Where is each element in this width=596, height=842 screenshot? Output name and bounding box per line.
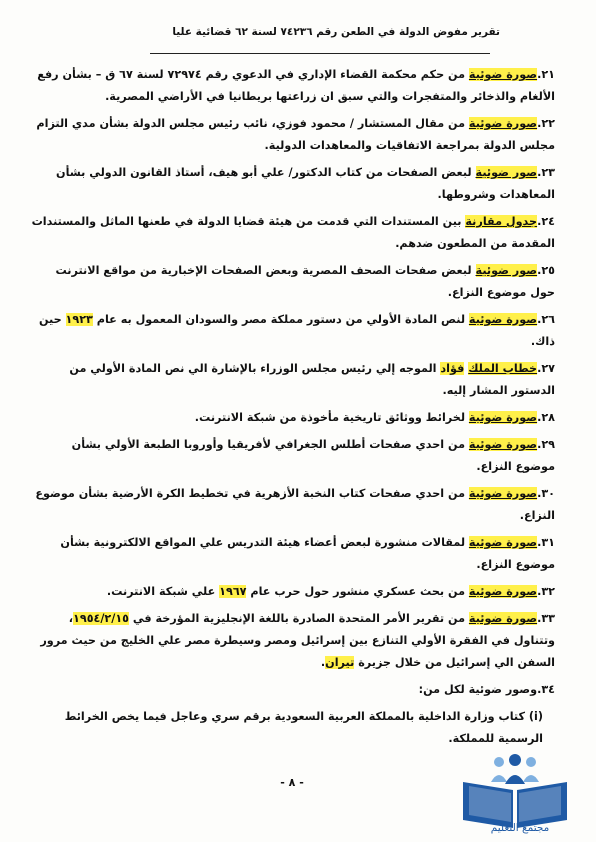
document-list [30, 64, 555, 755]
highlighted-place: تيران [325, 656, 355, 669]
highlighted-term: صورة ضوئية [468, 117, 538, 130]
list-item-28: ٢٨.صورة ضوئية لخرائط ووثائق تاريخية مأخوذة من شبكة الانترنت. [194, 411, 555, 424]
list-item-23: ٢٣.صور ضوئية لبعض الصفحات من كتاب الدكتور/ علي أبو هيف، أستاذ القانون الدولي بشأن المعاهدات وشروطها. [56, 166, 555, 201]
list-item-32: ٣٢.صورة ضوئية من بحث عسكري منشور حول حرب عام ١٩٦٧ علي شبكة الانترنت. [106, 585, 555, 598]
page-number: - ٨ - [280, 776, 304, 789]
header-underline [150, 53, 490, 54]
highlighted-term: صورة ضوئية [468, 585, 538, 598]
highlighted-term: صورة ضوئية [468, 536, 538, 549]
highlighted-year: ١٩٢٣ [65, 313, 93, 326]
highlighted-date: ١٩٥٤/٢/١٥ [73, 612, 130, 625]
highlighted-name: فؤاد [440, 362, 465, 375]
list-item-25: ٢٥.صور ضوئية لبعض صفحات الصحف المصرية وبعض الصفحات الإخبارية من مواقع الانترنت حول موضوع النزاع. [55, 264, 555, 299]
list-item-29: ٢٩.صورة ضوئية من احدي صفحات أطلس الجغرافي لأفريقيا وأوروبا الطبعة الأولي بشأن موضوع النزاع. [71, 438, 555, 473]
highlighted-term: صورة ضوئية [468, 438, 538, 451]
highlighted-term: صور ضوئية [475, 166, 538, 179]
list-item-21: ٢١.صورة ضوئية من حكم محكمة القضاء الإداري في الدعوي رقم ٧٢٩٧٤ لسنة ٦٧ ق – بشأن رفع الألغام والذخائر والمتفجرات والتي سبق ان زراعتها بريطانيا في الأراضي المصرية. [37, 68, 555, 103]
highlighted-term: خطاب الملك [468, 362, 538, 375]
list-item-27: ٢٧.خطاب الملك فؤاد الموجه إلي رئيس مجلس الوزراء بالإشارة الي نص المادة الأولي من الدستور المشار إليه. [69, 362, 555, 397]
list-item-30: ٣٠.صورة ضوئية من احدي صفحات كتاب النخبة الأزهرية في تخطيط الكرة الأرضية بشأن موضوع النزاع. [35, 487, 555, 522]
highlighted-term: صورة ضوئية [468, 487, 538, 500]
highlighted-term: صورة ضوئية [468, 68, 538, 81]
highlighted-year: ١٩٦٧ [219, 585, 247, 598]
list-item-26: ٢٦.صورة ضوئية لنص المادة الأولي من دستور مملكة مصر والسودان المعمول به عام ١٩٢٣ حين ذاك. [38, 313, 555, 348]
list-item-22: ٢٢.صورة ضوئية من مقال المستشار / محمود فوزي، نائب رئيس مجلس الدولة بشأن مدي التزام مجلس الدولة بمراجعة الاتفاقيات والمعاهدات الدولية. [36, 117, 555, 152]
people-icon [491, 754, 539, 784]
list-item-24: ٢٤.جدول مقارنة بين المستندات التي قدمت من هيئة قضايا الدولة في طعنها الماثل والمستندات المقدمة من المطعون ضدهم. [31, 215, 555, 250]
highlighted-term: صور ضوئية [475, 264, 538, 277]
highlighted-term: صورة ضوئية [468, 313, 538, 326]
list-item-34: ٣٤.وصور ضوئية لكل من: [418, 683, 555, 696]
logo-text: مجتمع التعليم [490, 822, 550, 834]
highlighted-term: صورة ضوئية [468, 612, 538, 625]
page-header: تقرير مفوض الدولة في الطعن رقم ٧٤٢٣٦ لسنة ٦٢ قضائية عليا [172, 26, 500, 38]
highlighted-term: صورة ضوئية [468, 411, 538, 424]
list-item-31: ٣١.صورة ضوئية لمقالات منشورة لبعض أعضاء هيئة التدريس علي المواقع الالكترونية بشأن موضوع النزاع. [60, 536, 555, 571]
list-item-33: ٣٣.صورة ضوئية من تقرير الأمر المتحدة الصادرة باللغة الإنجليزية المؤرخة في ١٩٥٤/٢/١٥، وتتناول في الفقرة الأولي التنازع بين إسرائيل ومصر وسيطرة مصر علي الخليج من حيث مرور السفن الي إسرائيل من خلال جزيرة تيران. [40, 612, 555, 669]
highlighted-term: جدول مقارنة [465, 215, 538, 228]
sub-list-item: (i) كتاب وزارة الداخلية بالمملكة العربية السعودية برقم سري وعاجل فيما يخص الخرائط الرسمية للمملكة. [64, 710, 543, 745]
